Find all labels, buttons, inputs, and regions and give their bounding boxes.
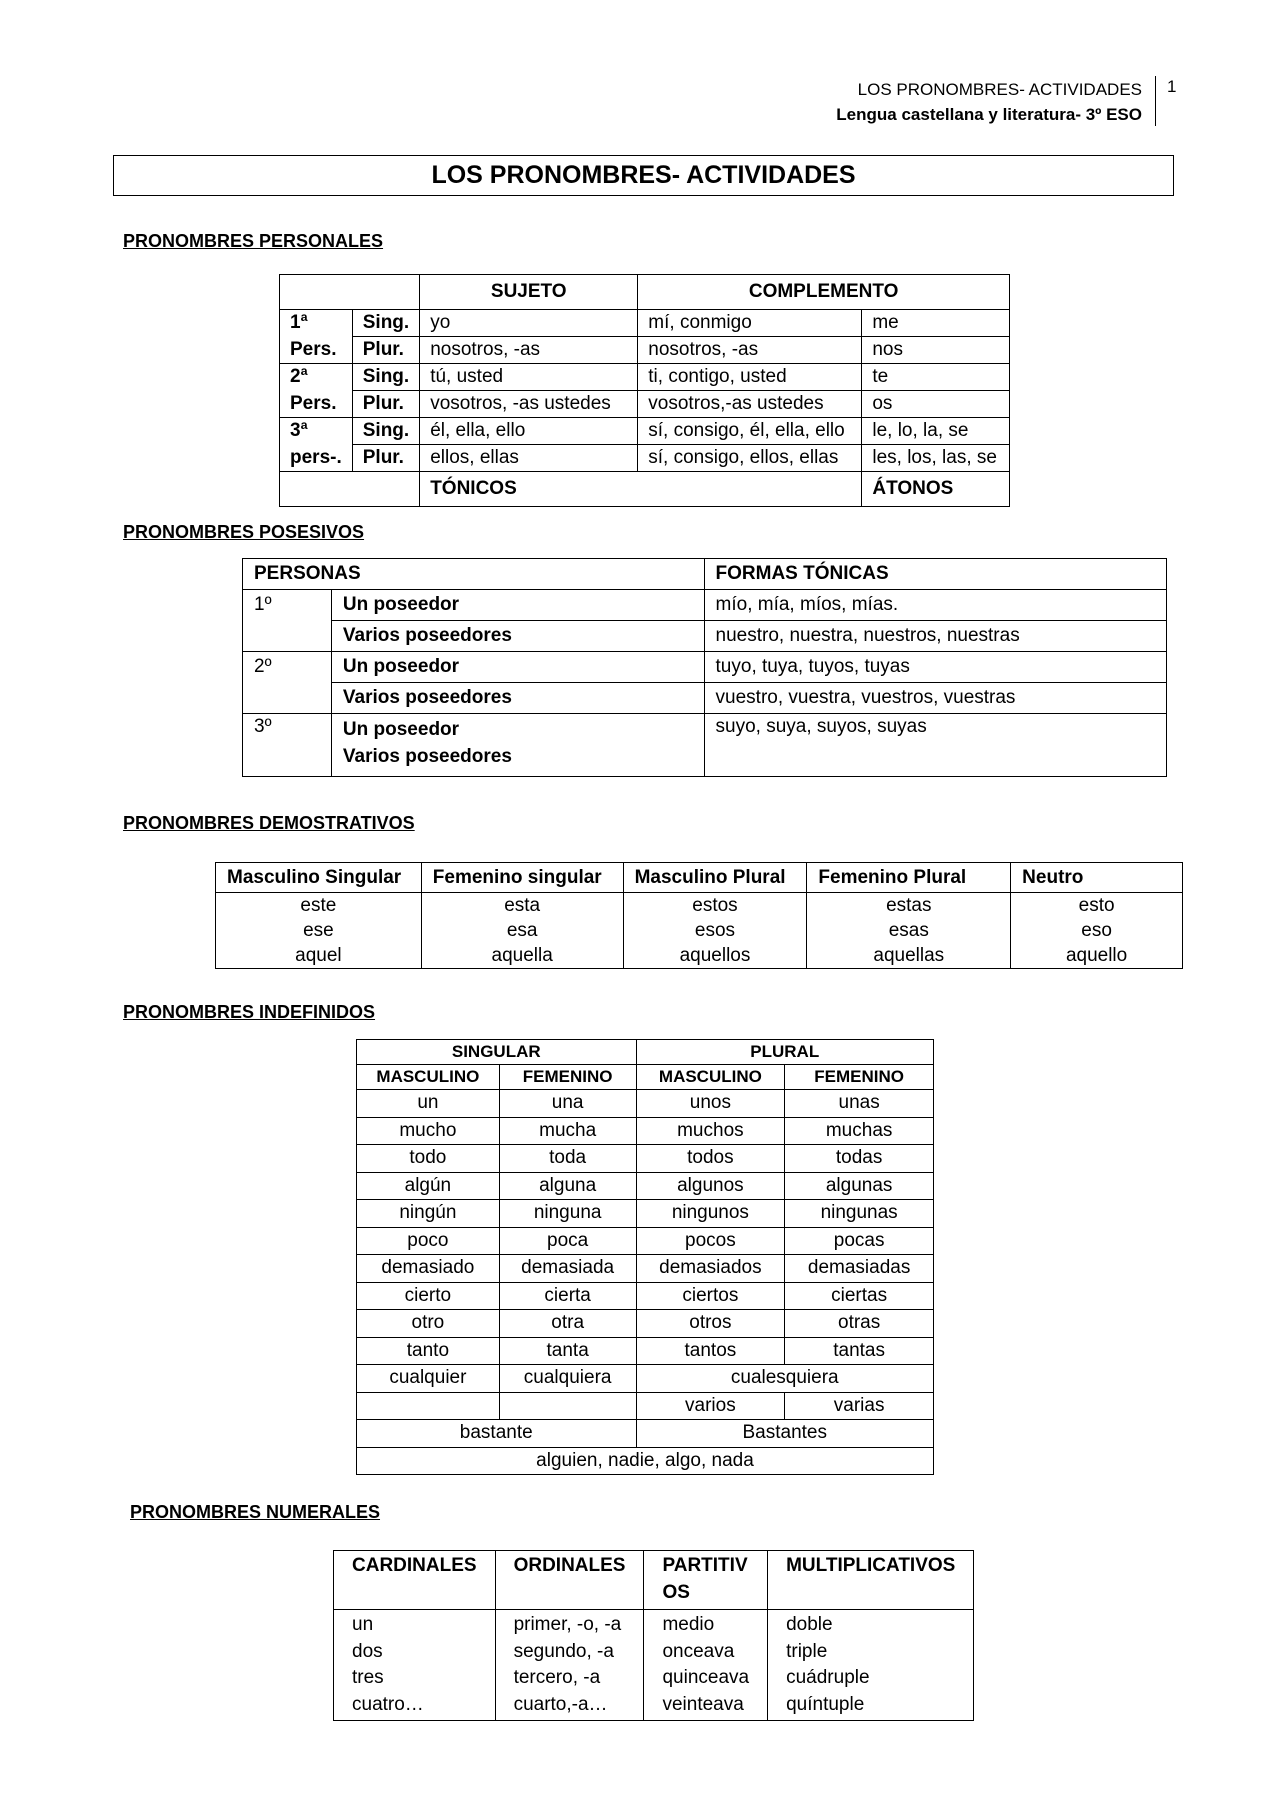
table-row [357,1282,934,1310]
table-indefinidos [356,1039,934,1475]
list-item: quinceava [662,1667,750,1688]
indefinidos-rows [357,1090,934,1365]
list-item: quíntuple [786,1693,865,1715]
table-cell: mucha [499,1117,636,1145]
table-row [243,683,1167,714]
table-cell: otra [499,1310,636,1338]
table-numerales [333,1550,974,1721]
table-row [280,445,1010,472]
header-femenino-singular: Femenino singular [421,863,623,893]
table-cell: alguna [499,1172,636,1200]
table-cell: esa [421,918,623,943]
list-item: tercero, -a [513,1667,601,1688]
table-cell: pocas [785,1227,934,1255]
persona-cell: 1º [243,590,332,621]
header-femenino-plural: Femenino Plural [807,863,1011,893]
tonico-cell: mí, conmigo [638,310,862,337]
header-sujeto: SUJETO [420,275,638,310]
numero-cell: Sing. [352,364,419,391]
table-cell: demasiada [499,1255,636,1283]
list-item: cuarto,-a… [513,1693,608,1715]
table-cell: todos [636,1145,785,1173]
table-row [357,1227,934,1255]
table-cell [357,1392,500,1420]
numero-cell: Sing. [352,418,419,445]
atono-cell: nos [862,337,1010,364]
footer-tonicos: TÓNICOS [420,472,862,507]
table-cell: poca [499,1227,636,1255]
footer-atonos: ÁTONOS [862,472,1010,507]
section-heading-personales: PRONOMBRES PERSONALES [123,231,384,251]
sujeto-cell: tú, usted [420,364,638,391]
table-cell: muchos [636,1117,785,1145]
table-cell: varios [636,1392,785,1420]
table-cell: algunas [785,1172,934,1200]
poseedor-cell: Varios poseedores [331,683,704,714]
table-cell [280,275,420,310]
table-cell: aquella [421,943,623,969]
table-row [280,364,1010,391]
table-cell: aquel [216,943,422,969]
persona-cell: Pers. [280,391,353,418]
list-item: dos [352,1640,383,1662]
table-cell: tantos [636,1337,785,1365]
poseedor-cell: Un poseedor [331,652,704,683]
section-heading-indefinidos: PRONOMBRES INDEFINIDOS [123,1002,376,1022]
header-masculino: MASCULINO [357,1065,500,1090]
table-cell: una [499,1090,636,1118]
table-cell: demasiados [636,1255,785,1283]
header-cardinales: CARDINALES [334,1551,496,1610]
table-cell: cierta [499,1282,636,1310]
tonico-cell: sí, consigo, ellos, ellas [638,445,862,472]
table-row [357,1145,934,1173]
formas-cell: nuestro, nuestra, nuestros, nuestras [704,621,1166,652]
table-cell: varias [785,1392,934,1420]
tonico-cell: sí, consigo, él, ella, ello [638,418,862,445]
numero-cell: Plur. [352,337,419,364]
table-row [216,918,1183,943]
table-cell: ningunos [636,1200,785,1228]
atono-cell: me [862,310,1010,337]
table-cell: poco [357,1227,500,1255]
persona-cell [243,683,332,714]
list-item: onceava [662,1640,735,1662]
table-cell: aquellos [623,943,807,969]
table-cell: eso [1011,918,1183,943]
table-cell: ningún [357,1200,500,1228]
table-row [357,1310,934,1338]
numero-cell: Sing. [352,310,419,337]
table-cell: un [357,1090,500,1118]
table-cell: demasiado [357,1255,500,1283]
table-cell [499,1392,636,1420]
list-item: tres [352,1667,384,1688]
table-cell: ciertas [785,1282,934,1310]
table-cell: esos [623,918,807,943]
table-cell: todas [785,1145,934,1173]
table-row [280,418,1010,445]
table-cell: toda [499,1145,636,1173]
formas-cell: tuyo, tuya, tuyos, tuyas [704,652,1166,683]
table-cell: cualquiera [499,1365,636,1393]
list-item: un [352,1614,374,1635]
header-femenino: FEMENINO [499,1065,636,1090]
table-cell: otros [636,1310,785,1338]
list-item: primer, -o, -a [513,1614,622,1635]
table-demostrativos [215,862,1183,969]
sujeto-cell: vosotros, -as ustedes [420,391,638,418]
table-cell: tanto [357,1337,500,1365]
atono-cell: le, lo, la, se [862,418,1010,445]
table-cell: todo [357,1145,500,1173]
header-neutro: Neutro [1011,863,1183,893]
list-item: doble [786,1614,833,1635]
section-heading-numerales: PRONOMBRES NUMERALES [130,1502,381,1522]
poseedor-un: Un poseedor [342,719,460,740]
table-row [357,1090,934,1118]
table-row [216,943,1183,969]
header-complemento: COMPLEMENTO [638,275,1010,310]
atono-cell: os [862,391,1010,418]
header-masculino-plural: Masculino Plural [623,863,807,893]
numero-cell: Plur. [352,391,419,418]
header-divider [1155,76,1156,126]
multiplicativos-list [768,1610,974,1721]
persona-cell: 2º [243,652,332,683]
page-number: 1 [1167,77,1177,96]
table-cell: otras [785,1310,934,1338]
tonico-cell: vosotros,-as ustedes [638,391,862,418]
header-femenino: FEMENINO [785,1065,934,1090]
persona-cell: Pers. [280,337,353,364]
table-cell: algunos [636,1172,785,1200]
table-cell: esta [421,893,623,919]
table-cell: esas [807,918,1011,943]
sujeto-cell: nosotros, -as [420,337,638,364]
section-heading-demostrativos: PRONOMBRES DEMOSTRATIVOS [123,813,415,833]
table-row [357,1172,934,1200]
table-row [243,590,1167,621]
list-item: veinteava [662,1693,744,1715]
header-personas: PERSONAS [243,559,705,590]
table-row [280,391,1010,418]
list-item: segundo, -a [513,1640,614,1662]
poseedor-cell: Un poseedor [331,590,704,621]
persona-cell: pers-. [280,445,353,472]
table-cell: este [216,893,422,919]
table-row [357,1200,934,1228]
poseedor-cell [331,714,704,777]
table-cell: bastante [357,1420,637,1448]
table-cell: aquello [1011,943,1183,969]
persona-cell: 1ª [280,310,353,337]
table-cell: muchas [785,1117,934,1145]
table-personales [279,274,1010,507]
table-cell: cualquier [357,1365,500,1393]
table-row [243,652,1167,683]
header-subject: Lengua castellana y literatura- 3º ESO [836,105,1142,124]
table-cell [280,472,420,507]
table-row [243,621,1167,652]
header-masculino-singular: Masculino Singular [216,863,422,893]
table-row [280,337,1010,364]
persona-cell: 3ª [280,418,353,445]
table-cell: unos [636,1090,785,1118]
table-row [280,310,1010,337]
table-row [243,714,1167,777]
table-posesivos [242,558,1167,777]
table-row [357,1255,934,1283]
table-cell: otro [357,1310,500,1338]
table-cell: cierto [357,1282,500,1310]
persona-cell [243,621,332,652]
header-multiplicativos: MULTIPLICATIVOS [768,1551,974,1610]
sujeto-cell: yo [420,310,638,337]
table-cell: estos [623,893,807,919]
table-cell: ciertos [636,1282,785,1310]
tonico-cell: nosotros, -as [638,337,862,364]
formas-cell: suyo, suya, suyos, suyas [704,714,1166,777]
persona-cell: 2ª [280,364,353,391]
table-cell: algún [357,1172,500,1200]
formas-cell: vuestro, vuestra, vuestros, vuestras [704,683,1166,714]
list-item: cuádruple [786,1667,870,1688]
section-heading-posesivos: PRONOMBRES POSESIVOS [123,522,365,542]
header-formas-tonicas: FORMAS TÓNICAS [704,559,1166,590]
formas-cell: mío, mía, míos, mías. [704,590,1166,621]
poseedor-varios: Varios poseedores [342,746,512,767]
table-cell: unas [785,1090,934,1118]
partitivos-list [644,1610,768,1721]
table-cell: cualesquiera [636,1365,933,1393]
table-cell: aquellas [807,943,1011,969]
sujeto-cell: él, ella, ello [420,418,638,445]
table-cell: alguien, nadie, algo, nada [357,1447,934,1475]
cardinales-list [334,1610,496,1721]
ordinales-list [495,1610,644,1721]
tonico-cell: ti, contigo, usted [638,364,862,391]
sujeto-cell: ellos, ellas [420,445,638,472]
table-cell: Bastantes [636,1420,933,1448]
table-cell: ese [216,918,422,943]
table-cell: mucho [357,1117,500,1145]
atono-cell: te [862,364,1010,391]
table-row [216,893,1183,919]
poseedor-cell: Varios poseedores [331,621,704,652]
header-masculino: MASCULINO [636,1065,785,1090]
table-cell: estas [807,893,1011,919]
table-cell: esto [1011,893,1183,919]
page-title: LOS PRONOMBRES- ACTIVIDADES [113,155,1174,196]
table-cell: tantas [785,1337,934,1365]
header-singular: SINGULAR [357,1040,637,1065]
numero-cell: Plur. [352,445,419,472]
header-doc-title: LOS PRONOMBRES- ACTIVIDADES [857,80,1142,99]
table-cell: ninguna [499,1200,636,1228]
table-cell: pocos [636,1227,785,1255]
table-cell: demasiadas [785,1255,934,1283]
persona-cell: 3º [243,714,332,777]
header-plural: PLURAL [636,1040,933,1065]
header-ordinales: ORDINALES [495,1551,644,1610]
list-item: cuatro… [352,1693,424,1715]
list-item: triple [786,1640,828,1662]
atono-cell: les, los, las, se [862,445,1010,472]
list-item: medio [662,1614,715,1635]
header-partitivos: PARTITIVOS [644,1551,768,1610]
table-row [357,1337,934,1365]
page-header [836,77,1142,127]
table-cell: tanta [499,1337,636,1365]
table-row [357,1117,934,1145]
table-cell: ningunas [785,1200,934,1228]
